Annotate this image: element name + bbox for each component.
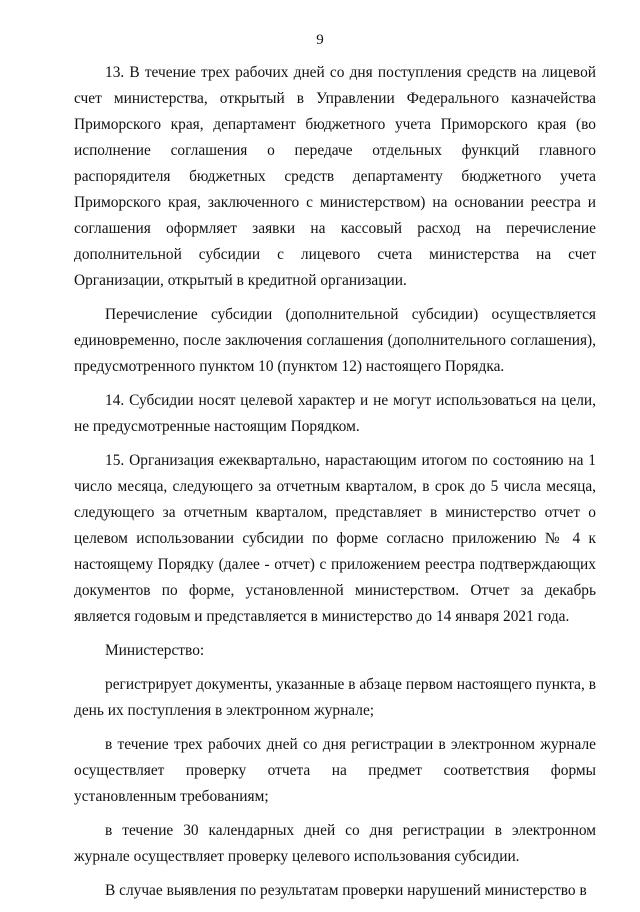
paragraph-13: 13. В течение трех рабочих дней со дня поступления средств на лицевой счет министерства, открытый в Управлении Федерального казначейства Приморского края, департамент бюджетного учета Приморского края (во исполнение соглашения о передаче отдельных функций главного распорядителя бюджетных средств департаменту бюджетного учета Приморского края, заключенного с министерством) на основании реестра и соглашения оформляет заявки на кассовый расход на перечисление дополнительной субсидии с лицевого счета министерства на счет Организации, открытый в кредитной организации. (74, 64, 596, 289)
paragraph-three-days: в течение трех рабочих дней со дня регистрации в электронном журнале осуществляет проверку отчета на предмет соответствия формы установленным требованиям; (74, 736, 596, 805)
paragraph-transfer: Перечисление субсидии (дополнительной субсидии) осуществляется единовременно, после заключения соглашения (дополнительного соглашения), предусмотренного пунктом 10 (пунктом 12) настоящего Порядка. (74, 306, 596, 375)
paragraph-registers: регистрирует документы, указанные в абзаце первом настоящего пункта, в день их поступления в электронном журнале; (74, 676, 596, 719)
paragraph-violations: В случае выявления по результатам проверки нарушений министерство в (105, 882, 587, 899)
paragraph-ministry: Министерство: (105, 642, 205, 659)
page-number: 9 (316, 32, 324, 48)
paragraph-15: 15. Организация ежеквартально, нарастающим итогом по состоянию на 1 число месяца, следующего за отчетным кварталом, в срок до 5 числа месяца, следующего за отчетным кварталом, представляет в министерство отчет о целевом использовании субсидии по форме согласно приложению № 4 к настоящему Порядку (далее - отчет) с приложением реестра подтверждающих документов по форме, установленной министерством. Отчет за декабрь является годовым и представляется в министерство до 14 января 2021 года. (74, 452, 596, 625)
paragraph-thirty-days: в течение 30 календарных дней со дня регистрации в электронном журнале осуществляет проверку целевого использования субсидии. (74, 822, 596, 865)
paragraph-14: 14. Субсидии носят целевой характер и не могут использоваться на цели, не предусмотренные настоящим Порядком. (74, 392, 596, 435)
document-body (74, 60, 596, 912)
